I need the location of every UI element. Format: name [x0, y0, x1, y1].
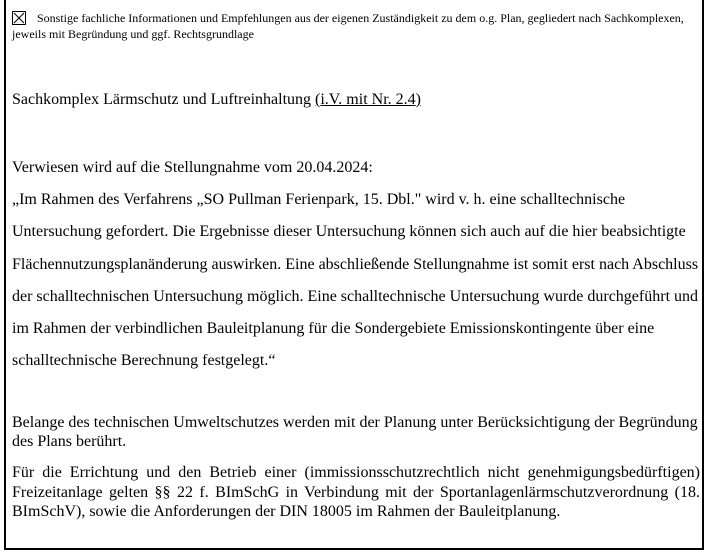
header-section: [12, 10, 696, 42]
statement-intro: Verwiesen wird auf die Stellungnahme vom 20.04.2024:: [12, 159, 373, 176]
section-title: Sachkomplex Lärmschutz und Luftreinhaltung: [12, 91, 312, 108]
header-text: Sonstige fachliche Informationen und Empfehlungen aus der eigenen Zuständigkeit zu dem o.g. Plan, gegliedert nach Sachkomplexen, jeweils mit Begründung und ggf. Rechtsgrundlage: [12, 11, 684, 41]
legal-basis-paragraph: [12, 463, 700, 522]
environmental-protection-paragraph: [12, 414, 698, 451]
section-reference: (i.V. mit Nr. 2.4): [315, 91, 421, 108]
paragraph-text: Für die Errichtung und den Betrieb einer (immissionsschutzrechtlich nicht genehmigungsbedürftigen) Freizeitanlage gelten §§ 22 f. BImSchG in Verbindung mit der Sportanlagenlärmschutzverordnung (18. BImSchV), sowie die Anforderungen der DIN 18005 im Rahmen der Bauleitplanung.: [12, 464, 700, 520]
x-mark-icon: [13, 12, 25, 24]
checked-checkbox[interactable]: [12, 11, 26, 25]
statement-quote: „Im Rahmen des Verfahrens „SO Pullman Ferienpark, 15. Dbl." wird v. h. eine schalltechnische Untersuchung gefordert. Die Ergebnisse dieser Untersuchung können sich auch auf die hier beabsichtigte Flächennutzungsplanänderung auswirken. Eine abschließende Stellungnahme ist somit erst nach Abschluss der schalltechnischen Untersuchung möglich. Eine schalltechnische Untersuchung wurde durchgeführt und im Rahmen der verbindlichen Bauleitplanung für die Sondergebiete Emissionskontingente über eine schalltechnische Berechnung festgelegt.“: [12, 191, 699, 370]
statement-paragraph: [12, 152, 702, 377]
section-heading: [12, 90, 421, 110]
paragraph-text: Belange des technischen Umweltschutzes werden mit der Planung unter Berücksichtigung der Begründung des Plans berührt.: [12, 414, 698, 450]
